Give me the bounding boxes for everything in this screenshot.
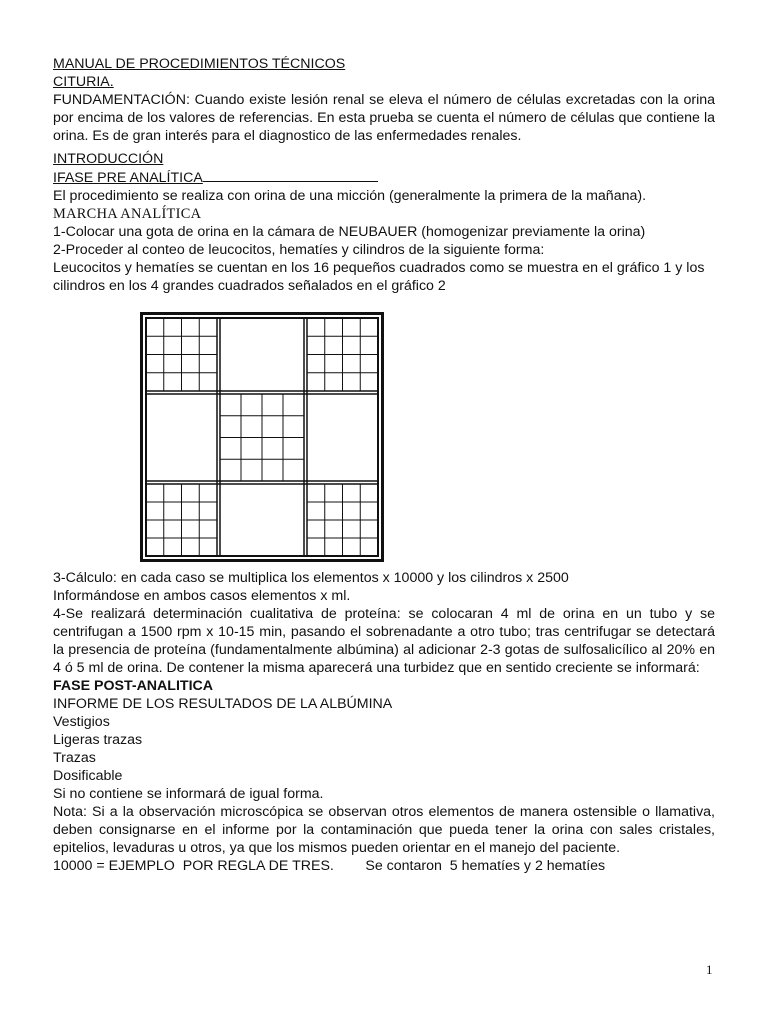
nota-paragraph: Nota: Si a la observación microscópica se observan otros elementos de manera ostensible o llamativa, deben consignarse en el informe por la contaminación que pueda tener la orina con sales cristales, epitelios, levaduras u otros, ya que los mismos pueden orientar en el manejo del paciente. bbox=[53, 804, 715, 856]
ejemplo-line: 10000 = EJEMPLO POR REGLA DE TRES. Se contaron 5 hematíes y 2 hematíes bbox=[53, 858, 606, 874]
fundamentacion-paragraph: FUNDAMENTACIÓN: Cuando existe lesión renal se eleva el número de células excretadas con la orina por encima de los valores de referencias. En esta prueba se cuenta el número de células que contiene la orina. Es de gran interés para el diagnostico de las enfermedades renales. bbox=[53, 92, 715, 144]
underline-rule bbox=[203, 168, 378, 182]
introduccion-text: El procedimiento se realiza con orina de una micción (generalmente la primera de la mañana). bbox=[53, 188, 647, 204]
result-item: Trazas bbox=[53, 750, 96, 766]
neubauer-grid-figure bbox=[140, 312, 384, 562]
calculo-step-3: 3-Cálculo: en cada caso se multiplica los elementos x 10000 y los cilindros x 2500 bbox=[53, 570, 569, 586]
calculo-step-3b: Informándose en ambos casos elementos x ml. bbox=[53, 588, 351, 604]
marcha-step-2: 2-Proceder al conteo de leucocitos, hematíes y cilindros de la siguiente forma: bbox=[53, 242, 545, 258]
marcha-heading: MARCHA ANALÍTICA bbox=[53, 206, 202, 222]
introduccion-heading: INTRODUCCIÓN bbox=[53, 151, 164, 167]
result-item: Ligeras trazas bbox=[53, 732, 143, 748]
result-item: Vestigios bbox=[53, 714, 110, 730]
result-item: Dosificable bbox=[53, 768, 123, 784]
informe-heading: INFORME DE LOS RESULTADOS DE LA ALBÚMINA bbox=[53, 696, 393, 712]
calculo-step-4: 4-Se realizará determinación cualitativa de proteína: se colocaran 4 ml de orina en un tubo y se centrifugan a 1500 rpm x 10-15 min, pasando el sobrenadante a otro tubo; tras centrifugar se detectará la presencia de proteína (fundamentalmente albúmina) al adicionar 2-3 gotas de sulfosalicílico al 20% en 4 ó 5 ml de orina. De contener la misma aparecerá una turbidez que en sentido creciente se informará: bbox=[53, 606, 715, 676]
fase-pre-heading: IFASE PRE ANALÍTICA bbox=[53, 170, 203, 186]
document-subtitle: CITURIA. bbox=[53, 74, 114, 90]
marcha-step-1: 1-Colocar una gota de orina en la cámara de NEUBAUER (homogenizar previamente la orina) bbox=[53, 224, 646, 240]
no-contiene-text: Si no contiene se informará de igual forma. bbox=[53, 786, 324, 802]
post-analitica-heading: FASE POST-ANALITICA bbox=[53, 678, 214, 694]
document-title: MANUAL DE PROCEDIMIENTOS TÉCNICOS bbox=[53, 56, 346, 72]
fase-pre-heading-row bbox=[53, 168, 715, 187]
marcha-step-2-detail: Leucocitos y hematíes se cuentan en los 16 pequeños cuadrados como se muestra en el gráfico 1 y los cilindros en los 4 grandes cuadrados señalados en el gráfico 2 bbox=[53, 260, 705, 294]
page-number: 1 bbox=[706, 962, 713, 977]
